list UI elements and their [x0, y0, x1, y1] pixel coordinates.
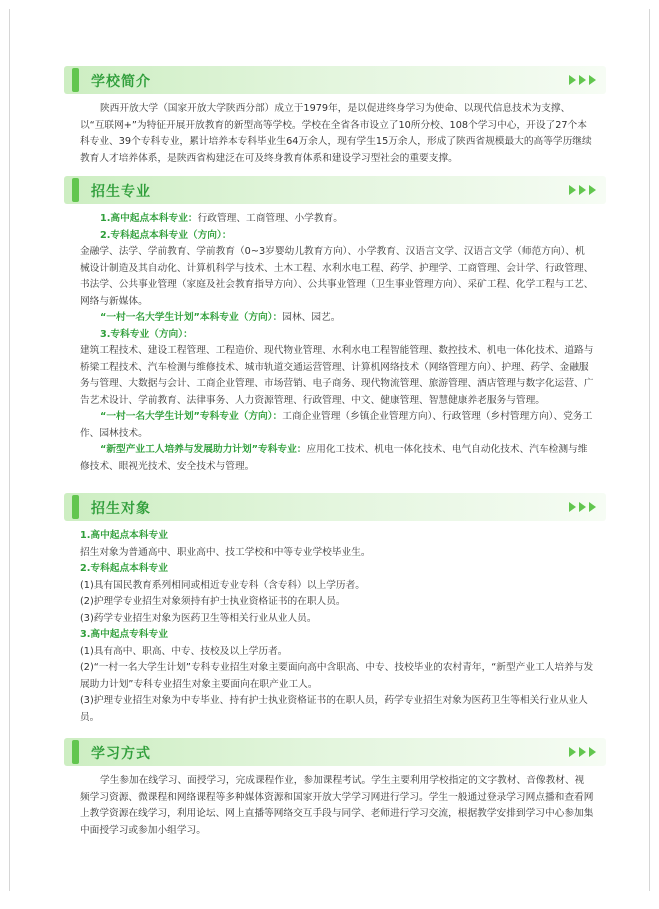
triangle-right-icon — [579, 185, 586, 195]
major-group-text: 应用化工技术、机电一体化技术、电气自动化技术、汽车检测与维修技术、眼视光技术、安全技术与管理。 — [80, 444, 588, 472]
major-group — [80, 310, 594, 327]
section-header — [64, 66, 606, 94]
header-accent-bar — [72, 178, 79, 202]
intro-paragraph: 陕西开放大学（国家开放大学陕西分部）成立于1979年，是以促进终身学习为使命、以现代信息技术为支撑、以“互联网+”为特征开展开放教育的新型高等学校。学校在全省各市设立了10所分校、108个学习中心，开设了27个本科专业、39个专科专业，累计培养本专科毕业生64万余人，现有学生15万余人，形成了陕西省规模最大的高等学历继续教育人才培养体系，是陕西省构建泛在可及终身教育体系和建设学习型社会的重要支撑。 — [80, 103, 592, 164]
major-group-label: 2.专科起点本科专业（方向）： — [100, 229, 232, 241]
triangle-right-icon — [579, 747, 586, 757]
section-study — [64, 738, 606, 839]
major-group-label: “一村一名大学生计划”专科专业（方向）： — [100, 411, 283, 422]
target-text: (1)具有国民教育系列相同或相近专业专科（含专科）以上学历者。 — [80, 579, 365, 591]
major-group-label: 3.专科专业（方向）： — [100, 328, 193, 340]
triangle-right-icon — [569, 747, 576, 757]
section-title: 招生对象 — [91, 501, 151, 517]
major-group-label: “新型产业工人培养与发展助力计划”专科专业： — [100, 444, 307, 455]
target-text: (3)护理专业招生对象为中专毕业、持有护士执业资格证书的在职人员，药学专业招生对象为医药卫生等相关行业从业人员。 — [80, 695, 588, 723]
triangle-right-icon — [589, 185, 596, 195]
major-group — [80, 442, 594, 475]
triangle-right-icon — [589, 502, 596, 512]
target-text: (3)药学专业招生对象为医药卫生等相关行业从业人员。 — [80, 612, 317, 624]
target-text: (2)“一村一名大学生计划”专科专业招生对象主要面向高中含职高、中专、技校毕业的农村青年，“新型产业工人培养与发展助力计划”专科专业招生对象主要面向在职产业工人。 — [80, 662, 594, 690]
section-title: 学校简介 — [91, 74, 151, 90]
study-paragraph: 学生参加在线学习、面授学习，完成课程作业，参加课程考试。学生主要利用学校指定的文字教材、音像教材、视频学习资源、微课程和网络课程等多种媒体资源和国家开放大学学习网进行学习。学生一般通过登录学习网点播和查看网上教学资源在线学习，利用论坛、网上直播等网络交互手段与同学、老师进行学习交流，根据教学安排到学习中心参加集中面授学习或参加小组学习。 — [80, 775, 594, 836]
major-list: 金融学、法学、学前教育、学前教育（0~3岁婴幼儿教育方向）、小学教育、汉语言文学、汉语言文学（师范方向）、机械设计制造及其自动化、计算机科学与技术、土木工程、水利水电工程、药学、护理学、工商管理、会计学、行政管理、书法学、公共事业管理（家庭及社会教育指导方向）、公共事业管理（卫生事业管理方向）、采矿工程、化学工程与工艺、网络与新媒体。 — [80, 246, 594, 307]
triangle-right-icon — [579, 502, 586, 512]
header-arrows — [569, 185, 596, 195]
target-text: (1)具有高中、职高、中专、技校及以上学历者。 — [80, 645, 288, 657]
triangle-right-icon — [569, 185, 576, 195]
target-heading: 3.高中起点专科专业 — [80, 629, 168, 640]
major-group-text: 工商企业管理（乡镇企业管理方向）、行政管理（乡村管理方向）、党务工作、园林技术。 — [80, 411, 593, 439]
header-arrows — [569, 747, 596, 757]
major-list: 建筑工程技术、建设工程管理、工程造价、现代物业管理、水利水电工程智能管理、数控技术、机电一体化技术、道路与桥梁工程技术、汽车检测与维修技术、城市轨道交通运营管理、计算机网络技术（网络管理方向）、护理、药学、金融服务与管理、大数据与会计、工商企业管理、市场营销、电子商务、现代物流管理、旅游管理、酒店管理与数字化运营、广告艺术设计、学前教育、法律事务、人力资源管理、行政管理、中文、健康管理、智慧健康养老服务与管理。 — [80, 345, 594, 406]
section-header — [64, 176, 606, 204]
section-header — [64, 738, 606, 766]
major-group-label: “一村一名大学生计划”本科专业（方向）： — [100, 312, 283, 323]
section-targets — [64, 493, 606, 726]
triangle-right-icon — [589, 747, 596, 757]
triangle-right-icon — [569, 502, 576, 512]
major-group-text: 园林、园艺。 — [282, 312, 341, 323]
major-group-label: 1.高中起点本科专业： — [100, 213, 198, 224]
section-header — [64, 493, 606, 521]
header-accent-bar — [72, 740, 79, 764]
triangle-right-icon — [589, 75, 596, 85]
section-majors — [64, 176, 606, 475]
major-group-text: 行政管理、工商管理、小学教育。 — [197, 213, 343, 224]
header-accent-bar — [72, 68, 79, 92]
section-intro — [64, 66, 606, 167]
section-title: 招生专业 — [91, 184, 151, 200]
header-arrows — [569, 502, 596, 512]
header-arrows — [569, 75, 596, 85]
major-group — [80, 211, 594, 228]
triangle-right-icon — [569, 75, 576, 85]
triangle-right-icon — [579, 75, 586, 85]
target-heading: 2.专科起点本科专业 — [80, 563, 168, 574]
target-text: (2)护理学专业招生对象须持有护士执业资格证书的在职人员。 — [80, 596, 346, 607]
target-text: 招生对象为普通高中、职业高中、技工学校和中等专业学校毕业生。 — [80, 546, 371, 558]
major-group — [80, 409, 594, 442]
header-accent-bar — [72, 495, 79, 519]
page — [9, 9, 650, 891]
target-heading: 1.高中起点本科专业 — [80, 530, 168, 541]
section-title: 学习方式 — [91, 746, 151, 762]
